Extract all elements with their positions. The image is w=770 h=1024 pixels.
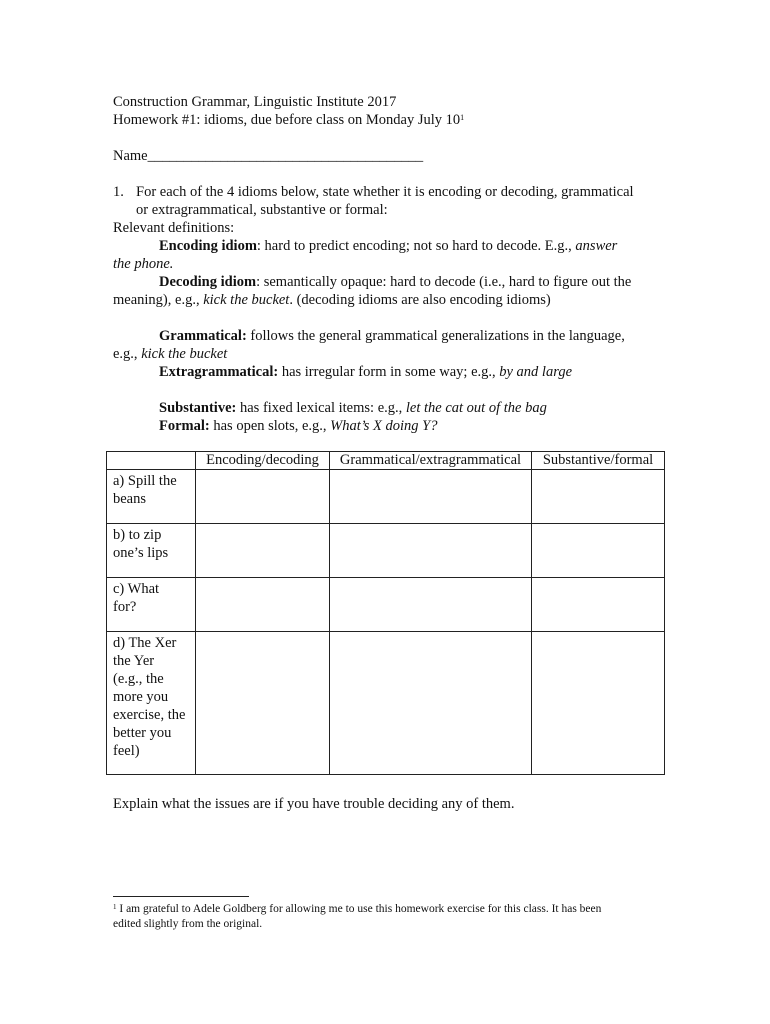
decoding-definition-cont [113, 291, 551, 309]
header-substantive-formal: Substantive/formal [532, 452, 665, 470]
row-label-a: a) Spill the beans [107, 470, 196, 524]
table-header-row [107, 452, 665, 470]
answer-cell[interactable] [532, 578, 665, 632]
answer-cell[interactable] [196, 470, 330, 524]
footnote-reference: 1 [460, 113, 465, 122]
course-title: Construction Grammar, Linguistic Institute 2017 [113, 94, 397, 110]
definitions-intro: Relevant definitions: [113, 220, 235, 236]
grammatical-term: Grammatical: [159, 328, 247, 344]
grammatical-definition-cont [113, 345, 227, 363]
encoding-example-cont [113, 255, 173, 273]
answer-cell[interactable] [330, 578, 532, 632]
footnote-text-1: I am grateful to Adele Goldberg for allowing me to use this homework exercise for this class. It has been [116, 903, 602, 915]
question-line-1: For each of the 4 idioms below, state whether it is encoding or decoding, grammatical [136, 184, 634, 200]
header-encoding-decoding: Encoding/decoding [196, 452, 330, 470]
answer-cell[interactable] [196, 632, 330, 775]
encoding-text: : hard to predict encoding; not so hard to decode. E.g., [256, 238, 576, 254]
table-row [107, 470, 665, 524]
answer-cell[interactable] [532, 632, 665, 775]
footnote-line-1 [113, 902, 601, 917]
grammatical-definition [159, 327, 625, 345]
question-number: 1. [113, 184, 124, 200]
row-label-b: b) to zip one’s lips [107, 524, 196, 578]
grammatical-example: kick the bucket [141, 346, 228, 362]
grammatical-prefix: e.g., [113, 346, 142, 362]
decoding-text: : semantically opaque: hard to decode (i.e., hard to figure out the [256, 274, 632, 290]
name-field: Name______________________________________ [113, 148, 424, 164]
extragrammatical-example: by and large [499, 364, 573, 380]
substantive-term: Substantive: [159, 400, 237, 416]
decoding-definition [159, 273, 631, 291]
homework-title [113, 111, 464, 129]
footnote-line-2: edited slightly from the original. [113, 918, 263, 930]
question-line-2: or extragrammatical, substantive or formal: [136, 202, 388, 218]
footnote-divider [113, 896, 249, 897]
decoding-term: Decoding idiom [159, 274, 257, 290]
substantive-text: has fixed lexical items: e.g., [236, 400, 406, 416]
answer-cell[interactable] [330, 632, 532, 775]
header-blank [107, 452, 196, 470]
header-grammatical: Grammatical/extragrammatical [330, 452, 532, 470]
idiom-table [106, 451, 665, 775]
encoding-term: Encoding idiom [159, 238, 257, 254]
extragrammatical-text: has irregular form in some way; e.g., [278, 364, 500, 380]
extragrammatical-definition [159, 363, 572, 381]
table-row [107, 524, 665, 578]
extragrammatical-term: Extragrammatical: [159, 364, 279, 380]
formal-example: What’s X doing Y? [330, 418, 438, 434]
table-row [107, 578, 665, 632]
decoding-suffix: . (decoding idioms are also encoding idioms) [289, 292, 551, 308]
footnote-mark: 1 [113, 903, 117, 911]
answer-cell[interactable] [532, 524, 665, 578]
encoding-example-2: the phone. [113, 256, 174, 272]
answer-cell[interactable] [196, 578, 330, 632]
answer-cell[interactable] [532, 470, 665, 524]
table-row [107, 632, 665, 775]
homework-text: Homework #1: idioms, due before class on Monday July 10 [113, 112, 461, 128]
answer-cell[interactable] [330, 524, 532, 578]
substantive-example: let the cat out of the bag [405, 400, 547, 416]
row-label-d: d) The Xer the Yer (e.g., the more you exercise, the better you feel) [107, 632, 196, 775]
decoding-prefix: meaning), e.g., [113, 292, 204, 308]
formal-text: has open slots, e.g., [209, 418, 331, 434]
decoding-example: kick the bucket [203, 292, 290, 308]
substantive-definition [159, 399, 547, 417]
encoding-example: answer [575, 238, 618, 254]
answer-cell[interactable] [330, 470, 532, 524]
answer-cell[interactable] [196, 524, 330, 578]
row-label-c: c) What for? [107, 578, 196, 632]
encoding-definition [159, 237, 617, 255]
formal-term: Formal: [159, 418, 210, 434]
explain-instruction: Explain what the issues are if you have trouble deciding any of them. [113, 796, 515, 812]
formal-definition [159, 417, 437, 435]
grammatical-text: follows the general grammatical generalizations in the language, [246, 328, 625, 344]
